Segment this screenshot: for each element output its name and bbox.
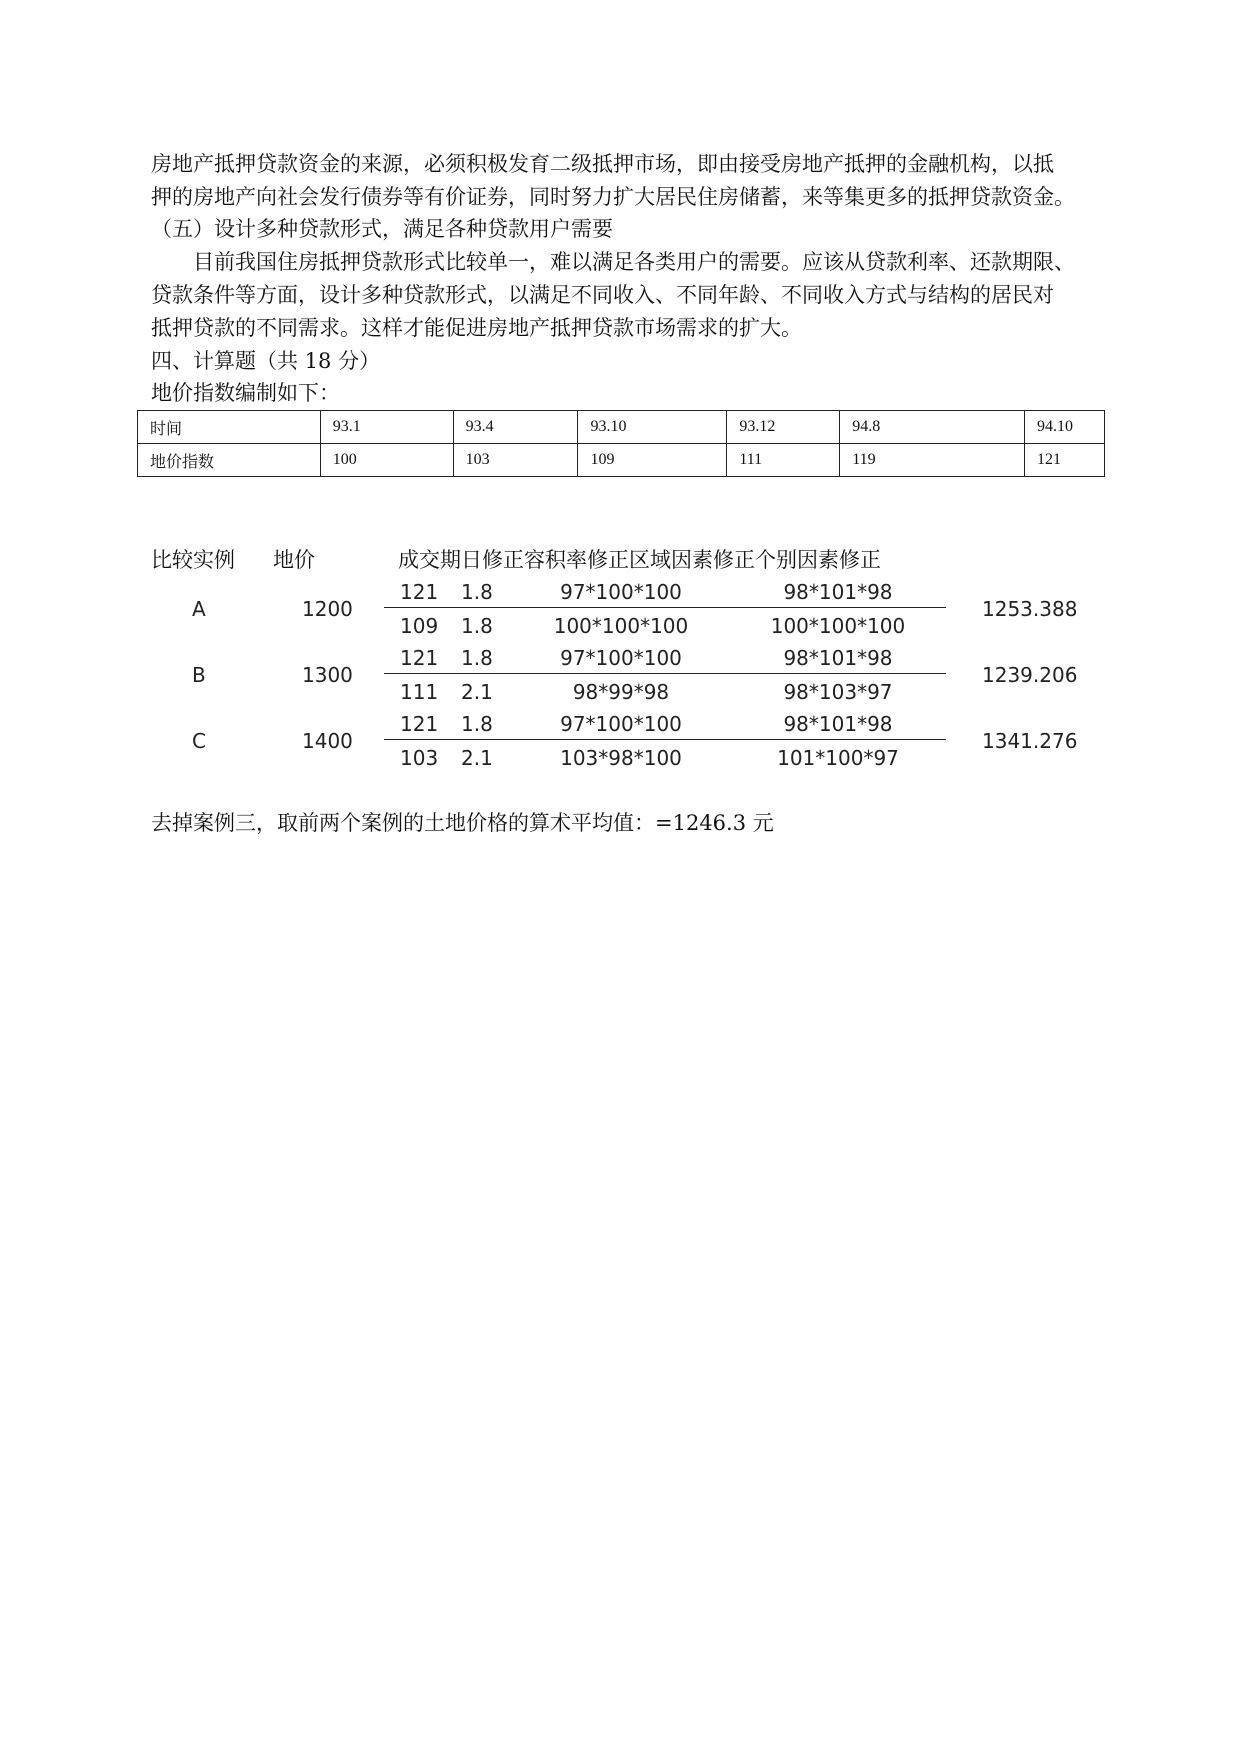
table-cell: 111 [727,444,840,477]
case-result: 1239.206 [982,663,1078,687]
table-intro: 地价指数编制如下： [151,381,340,405]
denominator-region: 100*100*100 [553,614,689,638]
case-result: 1253.388 [982,597,1078,621]
paragraph-line: 押的房地产向社会发行债券等有价证券，同时努力扩大居民住房储蓄，来等集更多的抵押贷款资金。 [151,185,1075,209]
table-cell: 109 [578,444,727,477]
numerator-date: 121 [400,646,439,670]
fraction-line [384,607,946,608]
case-name: A [192,597,206,621]
header-factors: 成交期日修正容积率修正区域因素修正个别因素修正 [398,548,881,572]
table-row [138,444,1105,477]
numerator-individual: 98*101*98 [783,712,893,736]
table-cell: 94.10 [1025,411,1105,444]
case-name: C [192,729,206,753]
numerator-date: 121 [400,712,439,736]
table-cell: 地价指数 [138,444,321,477]
numerator-far: 1.8 [461,646,493,670]
paragraph-line: 房地产抵押贷款资金的来源，必须积极发育二级抵押市场，即由接受房地产抵押的金融机构，以抵 [151,152,1054,176]
fraction-line [384,673,946,674]
section-heading: 四、计算题（共 18 分） [151,349,381,373]
table-cell: 93.12 [727,411,840,444]
denominator-individual: 101*100*97 [777,746,899,770]
table-cell: 93.1 [320,411,453,444]
header-case: 比较实例 [151,548,235,572]
denominator-region: 98*99*98 [572,680,670,704]
table-cell: 119 [840,444,1025,477]
table-cell: 93.10 [578,411,727,444]
paragraph-line: 目前我国住房抵押贷款形式比较单一，难以满足各类用户的需要。应该从贷款利率、还款期限、 [151,250,1075,274]
denominator-date: 111 [400,680,439,704]
case-name: B [192,663,206,687]
numerator-far: 1.8 [461,580,493,604]
denominator-date: 103 [400,746,439,770]
numerator-region: 97*100*100 [560,646,682,670]
denominator-far: 2.1 [461,680,493,704]
fraction-line [384,739,946,740]
paragraph-line: 贷款条件等方面，设计多种贷款形式，以满足不同收入、不同年龄、不同收入方式与结构的居民对 [151,283,1054,307]
numerator-region: 97*100*100 [560,580,682,604]
numerator-individual: 98*101*98 [783,646,893,670]
denominator-far: 1.8 [461,614,493,638]
numerator-individual: 98*101*98 [783,580,893,604]
table-row [138,411,1105,444]
table-cell: 103 [453,444,578,477]
section-heading: （五）设计多种贷款形式，满足各种贷款用户需要 [151,217,613,241]
denominator-far: 2.1 [461,746,493,770]
header-price: 地价 [273,548,315,572]
case-price: 1400 [302,729,353,753]
denominator-region: 103*98*100 [560,746,682,770]
denominator-individual: 98*103*97 [783,680,893,704]
conclusion-text: 去掉案例三，取前两个案例的土地价格的算术平均值：=1246.3 元 [151,811,774,835]
table-cell: 100 [320,444,453,477]
table-cell: 94.8 [840,411,1025,444]
numerator-region: 97*100*100 [560,712,682,736]
denominator-date: 109 [400,614,439,638]
land-price-index-table [137,410,1105,477]
numerator-date: 121 [400,580,439,604]
case-result: 1341.276 [982,729,1078,753]
case-price: 1300 [302,663,353,687]
table-cell: 93.4 [453,411,578,444]
numerator-far: 1.8 [461,712,493,736]
table-cell: 时间 [138,411,321,444]
denominator-individual: 100*100*100 [770,614,906,638]
case-price: 1200 [302,597,353,621]
table-cell: 121 [1025,444,1105,477]
paragraph-line: 抵押贷款的不同需求。这样才能促进房地产抵押贷款市场需求的扩大。 [151,316,802,340]
